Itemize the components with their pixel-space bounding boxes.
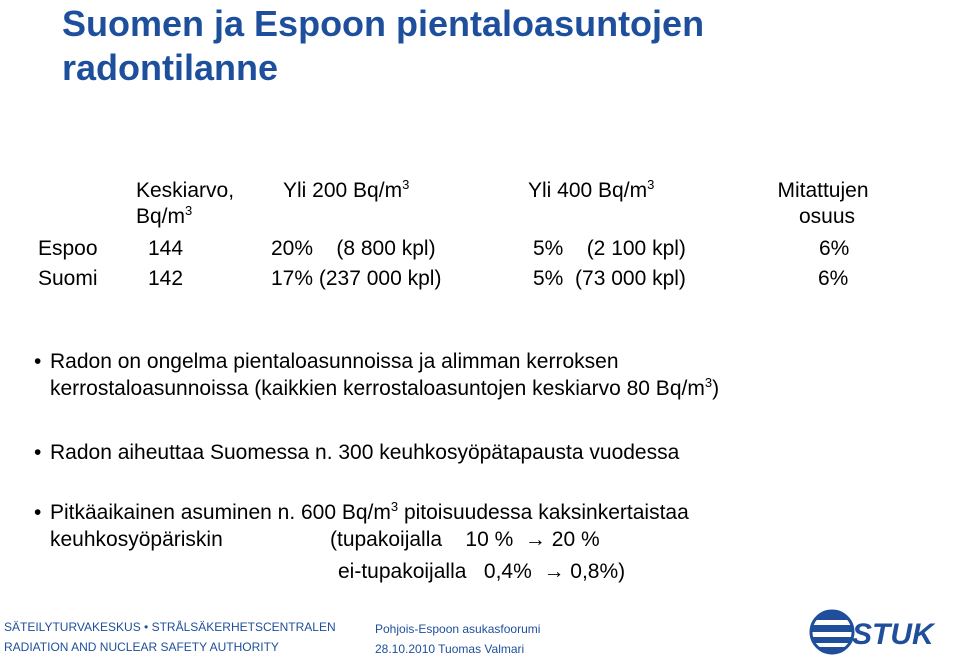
row-mean: 142	[148, 267, 184, 290]
header-measured: Mitattujen osuus	[777, 179, 869, 228]
title-line-1: Suomen ja Espoon pientaloasuntojen	[62, 3, 705, 44]
footer-date-author: 28.10.2010 Tuomas Valmari	[375, 642, 525, 656]
row-over400: 5% (73 000 kpl)	[533, 267, 686, 290]
list-item: • Radon aiheuttaa Suomessa n. 300 keuhkosyöpätapausta vuodessa	[34, 439, 950, 466]
row-over200: 20% (8 800 kpl)	[271, 237, 436, 260]
stuk-logo-icon	[808, 606, 948, 658]
header-over200: Yli 200 $Bq/m^3$	[283, 177, 410, 202]
row-region: Espoo	[38, 237, 98, 260]
header-mean: Keskiarvo, $Bq/m^3$	[136, 179, 235, 228]
row-over200: 17% (237 000 kpl)	[271, 267, 442, 290]
list-item: • Pitkäaikainen asuminen n. 600 $Bq/m^3$ pitoisuudessa kaksinkertaistaa	[34, 499, 950, 526]
bullet-3-line-3: ei-tupakoijalla 0,4% → 0,8%)	[338, 560, 626, 583]
footer-org-line-1: SÄTEILYTURVAKESKUS • STRÅLSÄKERHETSCENTRALEN	[4, 620, 336, 634]
logo-text: STUK	[852, 618, 934, 651]
list-item: • Radon on ongelma pientaloasunnoissa ja alimman kerroksen kerrostaloasunnoissa (kaikkien kerrostaloasuntojen keskiarvo 80 $Bq/m^3$)	[34, 348, 950, 402]
row-mean: 144	[148, 237, 184, 260]
row-measured: 6%	[819, 237, 850, 260]
bullet-3-line-2b: (tupakoijalla 10 % → 20 %	[330, 528, 600, 551]
header-over400: Yli 400 $Bq/m^3$	[528, 177, 655, 202]
footer-event: Pohjois-Espoon asukasfoorumi	[375, 622, 541, 636]
bullet-3-line-2a: keuhkosyöpäriskin	[50, 528, 223, 551]
row-over400: 5% (2 100 kpl)	[533, 237, 686, 260]
footer-org-line-2: RADIATION AND NUCLEAR SAFETY AUTHORITY	[4, 640, 279, 654]
row-region: Suomi	[38, 267, 98, 290]
title-line-2: radontilanne	[62, 47, 279, 88]
page-title	[62, 2, 942, 90]
row-measured: 6%	[818, 267, 849, 290]
stuk-logo	[808, 606, 948, 658]
